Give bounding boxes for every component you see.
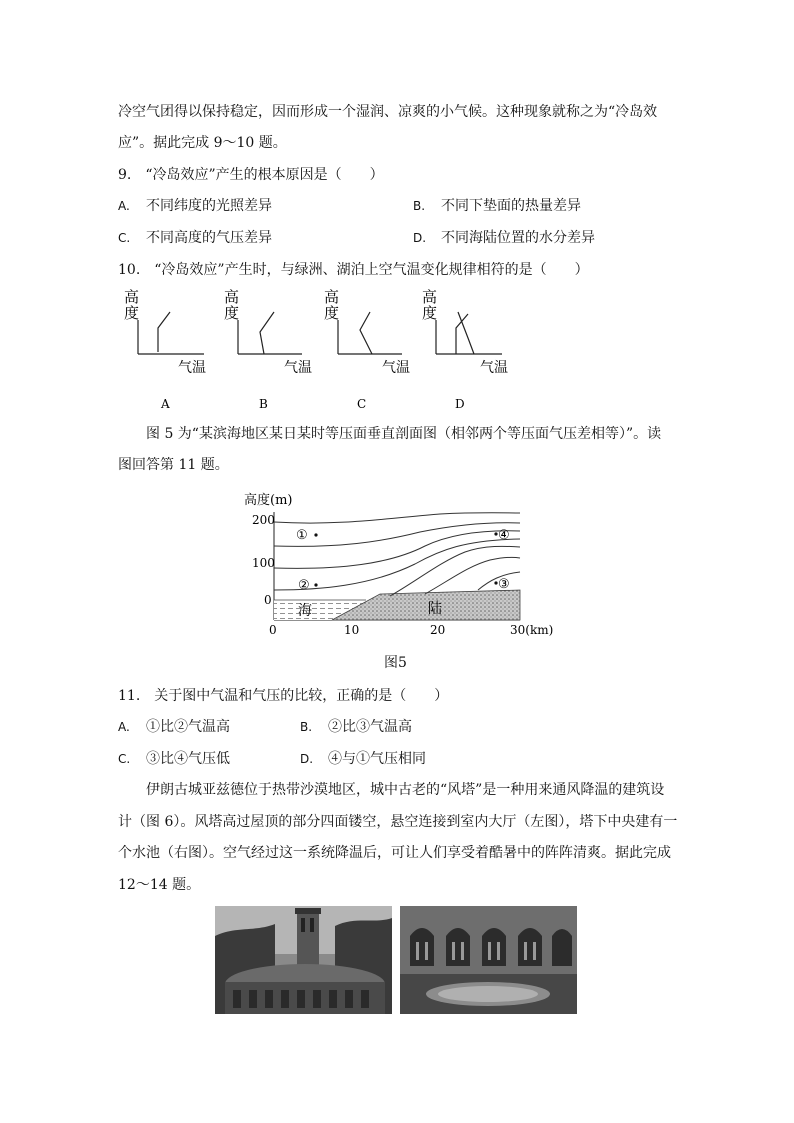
temperature-curve <box>260 312 274 354</box>
x-label: 气温 <box>284 360 312 376</box>
question-10-stem: 10. “冷岛效应”产生时，与绿洲、湖泊上空气温变化规律相符的是（ ） <box>118 262 589 278</box>
figure-5-isobar-diagram <box>240 486 560 644</box>
y-tick-0: 0 <box>264 593 272 607</box>
y-label-bottom: 度 <box>324 304 340 322</box>
option-text: ③比④气压低 <box>146 751 230 767</box>
isobar-1 <box>274 513 520 523</box>
option-letter: A. <box>118 199 130 213</box>
graph-c[interactable] <box>324 288 410 411</box>
passage-line-1: 伊朗古城亚兹德位于热带沙漠地区，城中古老的“风塔”是一种用来通风降温的建筑设 <box>146 782 665 798</box>
x-tick-30: 30(km) <box>510 623 554 637</box>
y-label-top: 高 <box>224 288 240 306</box>
x-label: 气温 <box>178 360 206 376</box>
q9-option-a[interactable] <box>118 196 272 216</box>
y-tick-200: 200 <box>252 513 275 527</box>
sea-label: 海 <box>298 603 312 619</box>
option-letter: B. <box>413 199 426 213</box>
fig5-intro-line-2: 图回答第 11 题。 <box>118 457 229 473</box>
x-label: 气温 <box>382 360 410 376</box>
passage-line-2: 计（图 6）。风塔高过屋顶的部分四面镂空，悬空连接到室内大厅（左图），塔下中央建有一 <box>118 814 678 830</box>
point-1-label: ① <box>296 528 308 543</box>
point-3-label: ③ <box>498 577 510 592</box>
point-4-label: ④ <box>498 528 510 543</box>
x-tick-0: 0 <box>269 623 277 637</box>
y-label-top: 高 <box>124 288 140 306</box>
passage-line-3: 个水池（右图）。空气经过这一系统降温后，可让人们享受着酷暑中的阵阵清爽。据此完成 <box>118 845 671 861</box>
option-text: ②比③气温高 <box>328 719 412 735</box>
option-text: 不同下垫面的热量差异 <box>441 198 581 214</box>
option-letter: C. <box>118 752 131 766</box>
option-letter: D. <box>300 752 314 766</box>
isobar-3 <box>274 531 520 569</box>
option-text: 不同纬度的光照差异 <box>146 198 272 214</box>
option-letter: D. <box>413 231 427 245</box>
question-9-stem: 9. “冷岛效应”产生的根本原因是（ ） <box>118 167 384 183</box>
graph-letter: C <box>357 397 367 411</box>
q11-option-b[interactable] <box>300 717 412 737</box>
option-text: ①比②气温高 <box>146 719 230 735</box>
wind-tower-interior-image <box>400 906 577 1014</box>
option-text: 不同高度的气压差异 <box>146 230 272 246</box>
intro-line-1: 冷空气团得以保持稳定，因而形成一个湿润、凉爽的小气候。这种现象就称之为“冷岛效 <box>118 104 658 120</box>
option-text: 不同海陆位置的水分差异 <box>441 230 595 246</box>
isobar-2 <box>274 523 520 547</box>
option-text: ④与①气压相同 <box>328 751 426 767</box>
land-area <box>332 590 520 620</box>
question-11-stem: 11. 关于图中气温和气压的比较，正确的是（ ） <box>118 688 449 704</box>
option-letter: B. <box>300 720 313 734</box>
temperature-curve <box>360 312 372 354</box>
graph-a[interactable] <box>124 288 206 411</box>
point-1-dot <box>314 533 317 536</box>
option-letter: A. <box>118 720 130 734</box>
x-label: 气温 <box>480 360 508 376</box>
intro-line-2: 应”。据此完成 9～10 题。 <box>118 135 287 151</box>
graph-b[interactable] <box>224 288 312 411</box>
q11-option-d[interactable] <box>300 749 426 769</box>
wind-tower-exterior-image <box>215 906 392 1014</box>
point-2-dot <box>314 583 317 586</box>
q10-graphs <box>118 286 518 414</box>
land-label: 陆 <box>428 601 442 617</box>
fig5-intro-line-1: 图 5 为“某滨海地区某日某时等压面垂直剖面图（相邻两个等压面气压差相等）”。读 <box>146 426 662 442</box>
y-tick-100: 100 <box>252 556 275 570</box>
figure-5-caption: 图5 <box>384 655 407 671</box>
temperature-curve-upper <box>458 312 474 354</box>
y-label-top: 高 <box>422 288 438 306</box>
graph-letter: D <box>455 397 465 411</box>
q9-option-b[interactable] <box>413 196 581 216</box>
q11-option-a[interactable] <box>118 717 230 737</box>
wind-tower-interior-photo <box>400 906 577 1014</box>
passage-line-4: 12～14 题。 <box>118 877 201 893</box>
point-2-label: ② <box>298 578 310 593</box>
y-axis-label: 高度(m) <box>244 493 293 508</box>
wind-tower-exterior-photo <box>215 906 392 1014</box>
option-letter: C. <box>118 231 131 245</box>
y-label-bottom: 度 <box>422 304 438 322</box>
x-tick-20: 20 <box>430 623 446 637</box>
y-label-bottom: 度 <box>224 304 240 322</box>
graph-letter: B <box>259 397 268 411</box>
y-label-top: 高 <box>324 288 340 306</box>
temperature-curve <box>158 312 170 352</box>
q11-option-c[interactable] <box>118 749 230 769</box>
graph-letter: A <box>161 397 170 411</box>
x-tick-10: 10 <box>344 623 360 637</box>
graph-d[interactable] <box>422 288 508 411</box>
q9-option-d[interactable] <box>413 228 595 248</box>
y-label-bottom: 度 <box>124 304 140 322</box>
q9-option-c[interactable] <box>118 228 272 248</box>
